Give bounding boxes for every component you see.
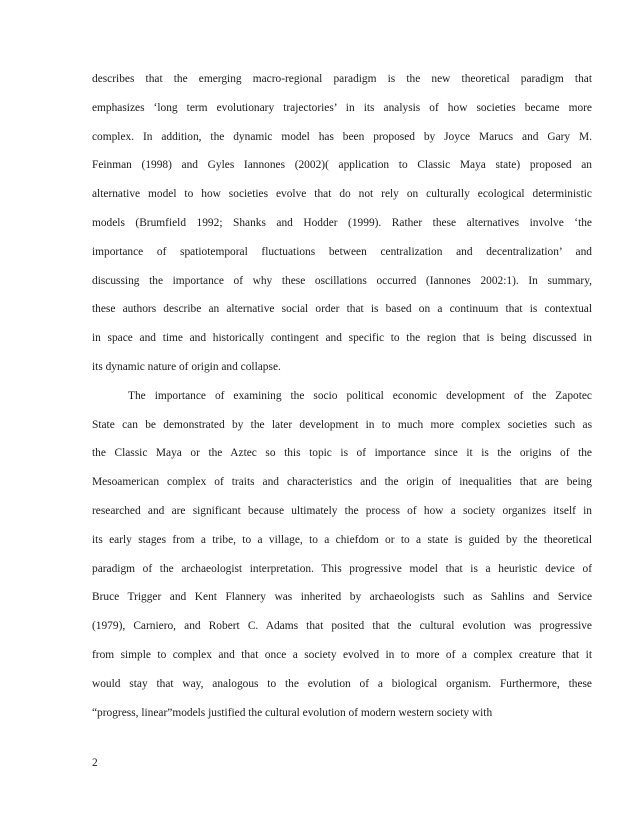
text-line: in space and time and historically contingent and specific to the region that is being discussed in [92, 332, 592, 345]
text-line: from simple to complex and that once a society evolved in to more of a complex creature that it [92, 648, 592, 661]
text-line: complex. In addition, the dynamic model has been proposed by Joyce Marucs and Gary M. [92, 130, 592, 143]
text-line: these authors describe an alternative social order that is based on a continuum that is contextual [92, 303, 592, 316]
text-line: Feinman (1998) and Gyles Iannones (2002)( application to Classic Maya state) proposed an [92, 159, 592, 172]
text-line: State can be demonstrated by the later development in to much more complex societies such as [92, 418, 592, 431]
text-line: models (Brumfield 1992; Shanks and Hodder (1999). Rather these alternatives involve ‘the [92, 216, 592, 229]
text-line: importance of spatiotemporal fluctuations between centralization and decentralization’ and [92, 245, 592, 258]
text-line: alternative model to how societies evolve that do not rely on culturally ecological deterministic [92, 188, 592, 201]
text-line: (1979), Carniero, and Robert C. Adams that posited that the cultural evolution was progressive [92, 620, 592, 633]
text-line: would stay that way, analogous to the evolution of a biological organism. Furthermore, these [92, 677, 592, 690]
text-line: Mesoamerican complex of traits and characteristics and the origin of inequalities that are being [92, 476, 592, 489]
page-number: 2 [92, 757, 98, 769]
text-line: discussing the importance of why these oscillations occurred (Iannones 2002:1). In summary, [92, 274, 592, 287]
text-line: paradigm of the archaeologist interpretation. This progressive model that is a heuristic device of [92, 562, 592, 575]
text-line: describes that the emerging macro-regional paradigm is the new theoretical paradigm that [92, 73, 592, 85]
text-line: emphasizes ‘long term evolutionary trajectories’ in its analysis of how societies became more [92, 101, 592, 114]
text-line: the Classic Maya or the Aztec so this topic is of importance since it is the origins of the [92, 447, 592, 460]
text-line: Bruce Trigger and Kent Flannery was inherited by archaeologists such as Sahlins and Service [92, 591, 592, 604]
text-line: its early stages from a tribe, to a village, to a chiefdom or to a state is guided by the theoretical [92, 533, 592, 546]
text-line: “progress, linear”models justified the cultural evolution of modern western society with [92, 706, 493, 719]
text-line: The importance of examining the socio political economic development of the Zapotec [128, 389, 592, 402]
text-line: researched and are significant because ultimately the process of how a society organizes itself in [92, 504, 592, 517]
text-line: its dynamic nature of origin and collapse. [92, 360, 281, 373]
body-text [92, 65, 592, 727]
